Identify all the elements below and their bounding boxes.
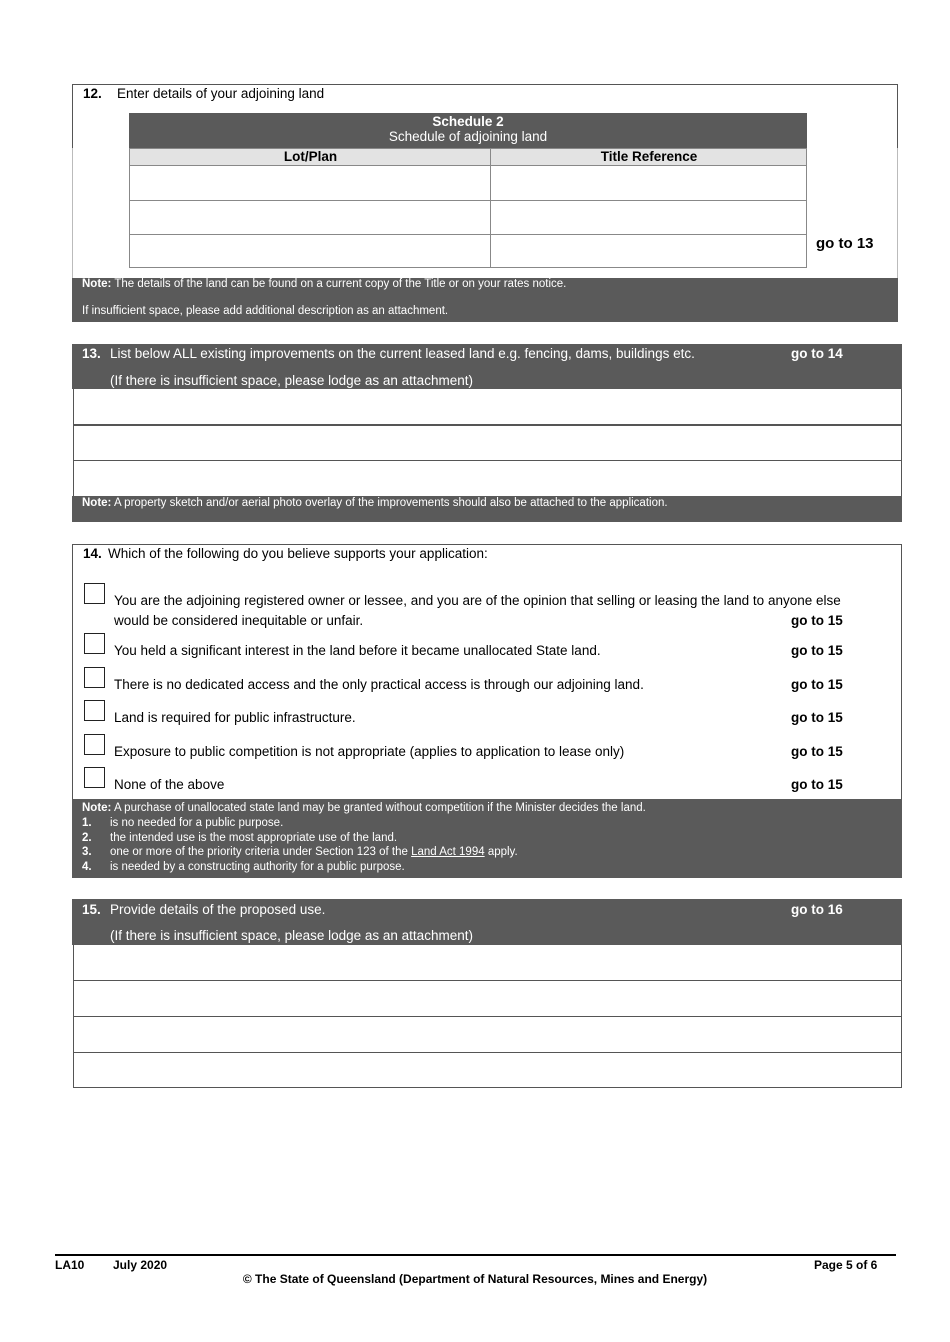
goto-label: go to 15 [791,643,843,658]
title-reference-field-1[interactable] [491,167,806,200]
question-subtext: (If there is insufficient space, please lodge as an attachment) [110,928,473,943]
title-reference-input-1[interactable] [491,167,806,200]
question-number: 12. [83,86,102,101]
question-text: Enter details of your adjoining land [117,86,325,101]
note-item-number: 3. [82,846,92,859]
note-item [82,845,892,860]
form-code: LA10 [55,1258,85,1272]
proposed-use-field-4[interactable] [74,1053,901,1087]
lot-plan-field-3[interactable] [130,235,489,267]
question-text: Which of the following do you believe supports your application: [108,546,488,561]
option-text: None of the above [114,777,225,792]
option-text: Land is required for public infrastructure. [114,710,356,725]
divider [897,148,898,278]
title-reference-input-2[interactable] [491,201,806,234]
note-text-2: If insufficient space, please add additional description as an attachment. [82,305,449,317]
footer-divider [55,1254,896,1256]
question-header [72,899,902,945]
note-box [72,278,898,322]
note-text: The details of the land can be found on a current copy of the Title or on your rates notice. [114,278,567,290]
divider [897,84,898,148]
divider [72,84,73,148]
improvements-input-1[interactable] [73,389,902,425]
note-item-text: apply. [484,846,518,859]
goto-label: go to 15 [791,710,843,725]
option-checkbox-none[interactable] [84,767,105,788]
note-text: A purchase of unallocated state land may be granted without competition if the Minister decides the land. [113,802,646,814]
improvements-input-3[interactable] [73,460,902,497]
proposed-use-field-3[interactable] [74,1017,901,1052]
schedule-subtitle: Schedule of adjoining land [388,129,548,144]
option-text: There is no dedicated access and the only practical access is through our adjoining land. [114,677,644,692]
land-act-link[interactable]: Land Act 1994 [411,846,485,859]
option-text: Exposure to public competition is not appropriate (applies to application to lease only) [114,744,625,759]
page-number: Page 5 of 6 [814,1258,878,1272]
column-title-reference: Title Reference [600,149,698,164]
note-text: A property sketch and/or aerial photo overlay of the improvements should also be attached to the application. [113,497,668,509]
column-lot-plan: Lot/Plan [283,149,338,164]
goto-label: go to 16 [791,902,843,917]
schedule-header [129,113,807,148]
goto-label: go to 15 [791,677,843,692]
note-box [72,799,902,878]
goto-label: go to 15 [791,744,843,759]
copyright: © The State of Queensland (Department of Natural Resources, Mines and Energy) [242,1272,708,1286]
option-text: You held a significant interest in the land before it became unallocated State land. [114,643,601,658]
note-item [82,860,892,875]
lot-plan-input-2[interactable] [130,201,489,234]
note-item-number: 4. [82,861,92,874]
option-checkbox-no-dedicated-access[interactable] [84,667,105,688]
option-checkbox-significant-interest[interactable] [84,633,105,654]
improvements-field-2[interactable] [74,426,901,460]
title-reference-field-2[interactable] [491,201,806,234]
lot-plan-field-2[interactable] [130,201,489,234]
note-item-text: is needed by a constructing authority for a public purpose. [110,861,405,874]
question-number: 14. [83,546,102,561]
note-item-number: 1. [82,816,92,829]
note-item-number: 2. [82,831,92,844]
option-text-line-2: would be considered inequitable or unfair. [114,613,364,628]
option-text: You are the adjoining registered owner or lessee, and you are of the opinion that selling or leasing the land to anyone else [114,593,841,608]
proposed-use-input-2[interactable] [73,980,902,1017]
goto-label: go to 15 [791,613,843,628]
note-item-text: one or more of the priority criteria under Section 123 of the [110,846,412,859]
proposed-use-input-4[interactable] [73,1052,902,1088]
goto-label: go to 13 [816,235,874,252]
lot-plan-input-3[interactable] [130,235,489,267]
lot-plan-field-1[interactable] [130,167,489,200]
note-item-text: the intended use is the most appropriate use of the land. [110,831,398,844]
question-number: 13. [82,346,101,361]
title-reference-input-3[interactable] [491,235,806,267]
note-item [82,816,892,831]
schedule-title: Schedule 2 [432,114,504,129]
question-text: Provide details of the proposed use. [110,902,326,917]
proposed-use-field-1[interactable] [74,945,901,980]
note-box [72,496,902,522]
question-text: List below ALL existing improvements on the current leased land e.g. fencing, dams, buildings etc. [110,346,695,361]
note-label: Note: [82,497,112,509]
schedule-column-headers [129,148,807,166]
improvements-field-1[interactable] [74,389,901,424]
question-subtext: (If there is insufficient space, please lodge as an attachment) [110,373,473,388]
note-label: Note: [82,278,112,290]
option-checkbox-public-infrastructure[interactable] [84,700,105,721]
title-reference-field-3[interactable] [491,235,806,267]
improvements-field-3[interactable] [74,461,901,496]
option-checkbox-public-competition[interactable] [84,734,105,755]
option-checkbox-adjoining-owner[interactable] [84,583,105,604]
question-header [72,344,902,389]
note-item-text: is no needed for a public purpose. [110,816,284,829]
improvements-input-2[interactable] [73,425,902,461]
divider [72,84,898,85]
question-number: 15. [82,902,101,917]
proposed-use-input-1[interactable] [73,945,902,981]
note-item [82,831,892,846]
lot-plan-input-1[interactable] [130,167,489,200]
goto-label: go to 15 [791,777,843,792]
form-date: July 2020 [113,1258,168,1272]
divider [72,148,73,278]
proposed-use-input-3[interactable] [73,1016,902,1053]
note-label: Note: [82,802,112,814]
proposed-use-field-2[interactable] [74,981,901,1016]
goto-label: go to 14 [791,346,843,361]
